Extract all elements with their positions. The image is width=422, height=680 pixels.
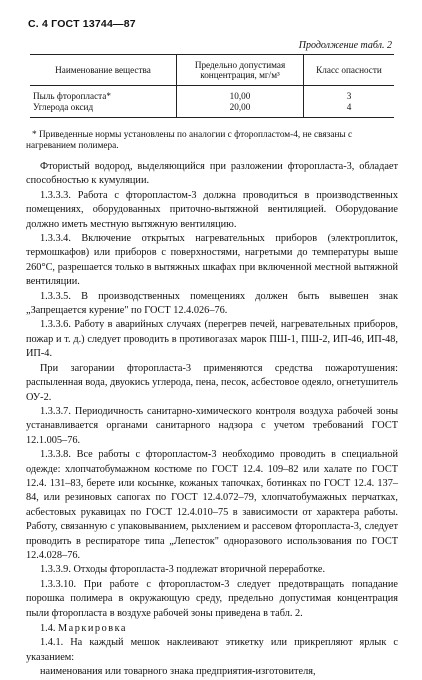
paragraph: 1.4.1. На каждый мешок наклеивают этикетку или прикрепляют ярлык с указанием: <box>26 637 398 663</box>
section-heading <box>26 622 398 636</box>
table-header-row <box>30 55 394 86</box>
cell-pdk: 10,00 <box>177 86 304 103</box>
cell-class: 3 <box>346 91 352 101</box>
section-number: 1.4. <box>40 623 56 634</box>
table-continuation-label: Продолжение табл. 2 <box>298 40 392 51</box>
table-row <box>30 86 394 103</box>
cell-name: Пыль фторопласта* <box>33 91 111 101</box>
table-row <box>30 102 394 118</box>
section-title: Маркировка <box>58 623 127 634</box>
column-header-name: Наименование вещества <box>30 55 177 86</box>
column-header-class: Класс опасности <box>304 55 395 86</box>
page-header: С. 4 ГОСТ 13744—87 <box>28 18 136 30</box>
cell-pdk: 20,00 <box>177 102 304 118</box>
cell-name: Углерода оксид <box>30 102 177 118</box>
cell-class: 4 <box>304 102 395 118</box>
table-footnote: * Приведенные нормы установлены по аналогии с фторопластом-4, не связаны с нагреванием полимера. <box>26 130 353 151</box>
paragraph: Фтористый водород, выделяющийся при разложении фторопласта-3, обладает способностью к кумуляции. <box>26 161 398 187</box>
body-text <box>26 160 398 680</box>
paragraph: 1.3.3.3. Работа с фторопластом-3 должна проводиться в производственных помещениях, оборудованных приточно-вытяжной вентиляцией. Оборудование должно иметь местную вытяжную вентиляцию. <box>26 189 398 230</box>
paragraph: 1.3.3.6. Работу в аварийных случаях (перегрев печей, нагревательных приборов, пожар и т. д.) следует проводить в противогазах марок ПШ-1, ПШ-2, ИП-46, ИП-48, ИП-4. <box>26 319 398 360</box>
column-header-pdk: Предельно допустимая концентрация, мг/м³ <box>177 55 304 86</box>
paragraph: 1.3.3.7. Периодичность санитарно-химического контроля воздуха рабочей зоны устанавливается органами санитарного надзора с учетом требований ГОСТ 12.1.005–76. <box>26 405 398 446</box>
paragraph: 1.3.3.5. В производственных помещениях должен быть вывешен знак „Запрещается курение" по ГОСТ 12.4.026–76. <box>26 290 398 317</box>
paragraph: 1.3.3.4. Включение открытых нагревательных приборов (электроплиток, термошкафов) или приборов с поверхностями, нагретыми до температуры выше 260°С, разрешается только в вытяжных шкафах при включенной местной вытяжной вентиляции. <box>26 233 398 288</box>
paragraph: 1.3.3.10. При работе с фторопластом-3 следует предотвращать попадание порошка полимера в окружающую среду, предельно допустимая концентрация пыли фторопласта в воздухе рабочей зоны приведена в табл. 2. <box>26 578 398 619</box>
paragraph: 1.3.3.8. Все работы с фторопластом-3 необходимо проводить в специальной одежде: хлопчатобумажном костюме по ГОСТ 12.4. 109–82 или халате по ГОСТ 12.4. 131–83, берете или косынке, кожаных тапочках, ботинках по ГОСТ 12.4. 137–84, или резиновых сапогах по ГОСТ 12.4.072–79, хлопчатобумажных перчатках, асбестовых рукавицах по ГОСТ 12.4.010–75 в зависимости от характера работы. Работу, связанную с упаковыванием, рыхлением и рассевом фторопласта-3, следует проводить в респираторе типа „Лепесток" одноразового использования по ГОСТ 12.4.028–76. <box>26 449 398 561</box>
substance-table <box>30 54 394 118</box>
paragraph: 1.3.3.9. Отходы фторопласта-3 подлежат вторичной переработке. <box>40 564 326 576</box>
paragraph: При загорании фторопласта-3 применяются средства пожаротушения: распыленная вода, двуокись углерода, пена, песок, асбестовое одеяло, огнетушитель ОУ-2. <box>26 362 398 403</box>
paragraph: наименования или товарного знака предприятия-изготовителя, <box>40 666 316 678</box>
